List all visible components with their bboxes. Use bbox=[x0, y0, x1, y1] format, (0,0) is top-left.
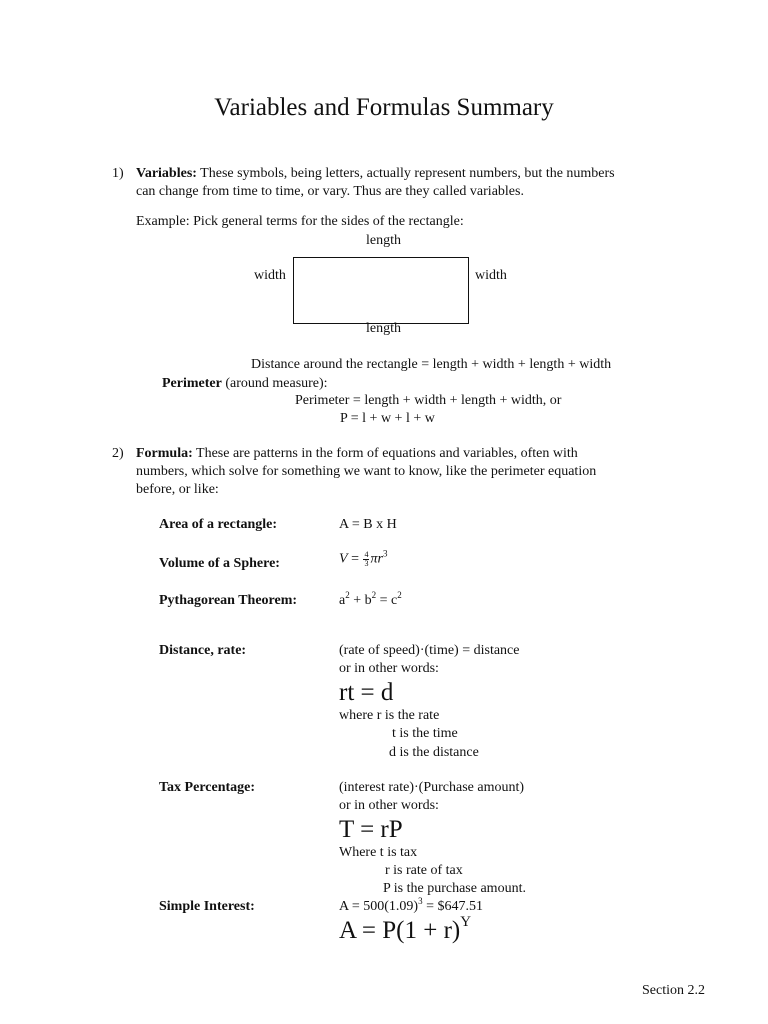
page-title: Variables and Formulas Summary bbox=[214, 94, 554, 121]
area-equation: A = B x H bbox=[339, 517, 397, 532]
pythagorean-label: Pythagorean Theorem: bbox=[159, 593, 298, 608]
distance-where: where r is the rate bbox=[339, 708, 440, 723]
tax-line-1: (interest rate)·(Purchase amount) bbox=[339, 780, 525, 795]
distance-rate-line-2: or in other words: bbox=[339, 661, 439, 676]
variables-term: Variables: bbox=[136, 166, 197, 181]
section-2-line-3: before, or like: bbox=[136, 482, 219, 497]
perimeter-short: P = l + w + l + w bbox=[340, 411, 435, 426]
sphere-equation: V = $\frac{4}{3}$ $\pi r^3$ bbox=[339, 548, 388, 568]
rect-label-right: width bbox=[475, 268, 507, 283]
tax-r: r is rate of tax bbox=[385, 863, 463, 878]
simple-interest-label: Simple Interest: bbox=[159, 899, 255, 914]
rect-label-bottom: length bbox=[366, 321, 401, 336]
area-label: Area of a rectangle: bbox=[159, 517, 278, 532]
perimeter-desc: (around measure): bbox=[221, 376, 328, 391]
rect-label-top: length bbox=[366, 233, 401, 248]
rectangle-diagram bbox=[293, 257, 469, 324]
section-2-line-2: numbers, which solve for something we want to know, like the perimeter equation bbox=[136, 464, 597, 479]
distance-rate-label: Distance, rate: bbox=[159, 643, 247, 658]
simple-interest-formula: $A = P(1 + r)^Y$ bbox=[339, 914, 472, 944]
rect-label-left: width bbox=[254, 268, 286, 283]
section-2-line-1 bbox=[136, 446, 578, 462]
perimeter-heading bbox=[162, 376, 328, 392]
section-footer: Section 2.2 bbox=[642, 983, 705, 998]
sphere-fraction: $\frac{4}{3}$ bbox=[364, 550, 369, 568]
pythagorean-equation: $a^2 + b^2 = c^2$ bbox=[339, 590, 402, 608]
section-1-line-1 bbox=[136, 166, 615, 182]
distance-rate-line-1: (rate of speed)·(time) = distance bbox=[339, 643, 520, 658]
tax-line-2: or in other words: bbox=[339, 798, 439, 813]
perimeter-term: Perimeter bbox=[162, 376, 222, 391]
tax-where: Where t is tax bbox=[339, 845, 418, 860]
section-1-number: 1) bbox=[112, 166, 124, 181]
tax-label: Tax Percentage: bbox=[159, 780, 256, 795]
perimeter-equation: Perimeter = length + width + length + width, or bbox=[295, 393, 562, 408]
distance-d: d is the distance bbox=[389, 745, 479, 760]
example-text: Example: Pick general terms for the sides of the rectangle: bbox=[136, 214, 464, 229]
sphere-label: Volume of a Sphere: bbox=[159, 556, 280, 571]
simple-interest-calc: $A = 500(1.09)^3$ = $647.51 bbox=[339, 896, 483, 914]
distance-line: Distance around the rectangle = length + width + length + width bbox=[251, 357, 612, 372]
tax-p: P is the purchase amount. bbox=[383, 881, 526, 896]
tax-formula: T = rP bbox=[339, 816, 403, 843]
formula-term: Formula: bbox=[136, 446, 193, 461]
section-1-line-2: can change from time to time, or vary. Thus are they called variables. bbox=[136, 184, 524, 199]
distance-t: t is the time bbox=[392, 726, 458, 741]
distance-formula: rt = d bbox=[339, 679, 394, 706]
formula-text: These are patterns in the form of equations and variables, often with bbox=[192, 446, 578, 461]
variables-text: These symbols, being letters, actually represent numbers, but the numbers bbox=[196, 166, 615, 181]
section-2-number: 2) bbox=[112, 446, 124, 461]
